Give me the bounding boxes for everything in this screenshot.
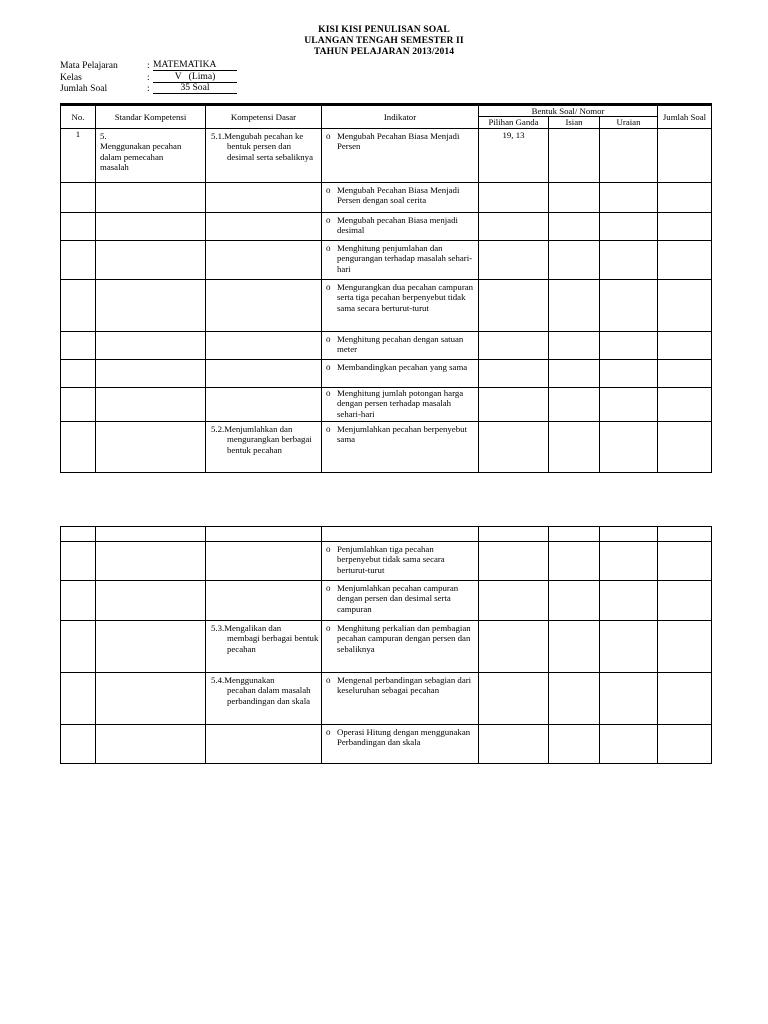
colon: :	[147, 60, 150, 71]
indicator-cell: o Menjumlahkan pecahan berpenyebut sama	[322, 421, 479, 472]
table-row	[61, 387, 712, 421]
bullet-icon: o	[326, 361, 331, 372]
indicator-cell: o Mengubah Pecahan Biasa Menjadi Persen dengan soal cerita	[322, 182, 479, 212]
bullet-icon: o	[326, 184, 331, 195]
table-row	[61, 725, 712, 764]
table-row	[61, 673, 712, 725]
col-header-bentuk: Bentuk Soal/ Nomor	[479, 105, 658, 117]
indicator-cell: o Mengurangkan dua pecahan campuran serta tiga pecahan berpenyebut tidak sama secara berturut-turut	[322, 279, 479, 331]
row-number: 1	[61, 128, 96, 182]
table-row	[61, 542, 712, 581]
indicator-cell: o Mengubah pecahan Biasa menjadi desimal	[322, 212, 479, 240]
table-row	[61, 240, 712, 279]
indicator-cell: o Menghitung penjumlahan dan pengurangan terhadap masalah sehari-hari	[322, 240, 479, 279]
subject-value: MATEMATIKA	[153, 60, 237, 71]
indicator-cell: o Operasi Hitung dengan menggunakan Perbandingan dan skala	[322, 725, 479, 764]
col-header-indikator: Indikator	[322, 105, 479, 129]
indicator-cell: o Menghitung pecahan dengan satuan meter	[322, 331, 479, 359]
col-header-standar: Standar Kompetensi	[96, 105, 206, 129]
indicator-cell: o Mengenal perbandingan sebagian dari keseluruhan sebagai pecahan	[322, 673, 479, 725]
indicator-cell: o Penjumlahkan tiga pecahan berpenyebut tidak sama secara berturut-turut	[322, 542, 479, 581]
header-row	[61, 105, 712, 117]
table-row	[61, 527, 712, 542]
bullet-icon: o	[326, 214, 331, 225]
class-label: Kelas	[60, 71, 82, 83]
table-row	[61, 421, 712, 472]
kd-cell: 5.1.Mengubah pecahan ke bentuk persen dan desimal serta sebaliknya	[206, 128, 322, 182]
table-row	[61, 581, 712, 621]
kd-cell: 5.4.Menggunakan pecahan dalam masalah perbandingan dan skala	[206, 673, 322, 725]
bullet-icon: o	[326, 387, 331, 398]
document-header	[0, 24, 768, 57]
table-row	[61, 182, 712, 212]
title-line-2: ULANGAN TENGAH SEMESTER II	[304, 35, 464, 46]
standar-cell: 5.Menggunakan pecahan dalam pemecahan masalah	[96, 128, 206, 182]
table-row	[61, 279, 712, 331]
table-row	[61, 212, 712, 240]
col-header-jumlah: Jumlah Soal	[658, 105, 712, 129]
bullet-icon: o	[326, 281, 331, 292]
table-row	[61, 128, 712, 182]
col-header-isian: Isian	[549, 117, 600, 128]
bullet-icon: o	[326, 623, 331, 633]
pg-cell: 19, 13	[479, 128, 549, 182]
bullet-icon: o	[326, 727, 331, 737]
bullet-icon: o	[326, 423, 331, 434]
count-value: 35 Soal	[153, 83, 237, 94]
table-row	[61, 621, 712, 673]
blueprint-table-page-1	[60, 103, 712, 473]
class-value: V (Lima)	[153, 72, 237, 83]
indicator-cell: o Menghitung perkalian dan pembagian pecahan campuran dengan persen dan sebaliknya	[322, 621, 479, 673]
meta-row-class	[60, 72, 260, 84]
bullet-icon: o	[326, 675, 331, 685]
bullet-icon: o	[326, 130, 331, 141]
subject-label: Mata Pelajaran	[60, 60, 118, 71]
count-label: Jumlah Soal	[60, 83, 108, 94]
col-header-uraian: Uraian	[600, 117, 658, 128]
title-line-3: TAHUN PELAJARAN 2013/2014	[313, 46, 455, 57]
table-row	[61, 331, 712, 359]
indicator-cell: o Mengubah Pecahan Biasa Menjadi Persen	[322, 128, 479, 182]
col-header-no: No.	[61, 105, 96, 129]
kd-cell: 5.2.Menjumlahkan dan mengurangkan berbagai bentuk pecahan	[206, 421, 322, 472]
document-meta	[60, 60, 260, 95]
blueprint-table-page-2	[60, 526, 712, 764]
indicator-cell: o Menghitung jumlah potongan harga dengan persen terhadap masalah sehari-hari	[322, 387, 479, 421]
kd-cell: 5.3.Mengalikan dan membagi berbagai bentuk pecahan	[206, 621, 322, 673]
bullet-icon: o	[326, 242, 331, 253]
title-line-1: KISI KISI PENULISAN SOAL	[318, 24, 450, 35]
col-header-pilihan-ganda: Pilihan Ganda	[479, 117, 549, 128]
col-header-kompetensi: Kompetensi Dasar	[206, 105, 322, 129]
indicator-cell: o Menjumlahkan pecahan campuran dengan persen dan desimal serta campuran	[322, 581, 479, 621]
bullet-icon: o	[326, 333, 331, 344]
meta-row-subject	[60, 60, 260, 72]
bullet-icon: o	[326, 583, 331, 593]
colon: :	[147, 71, 150, 83]
colon: :	[147, 83, 150, 94]
meta-row-count	[60, 83, 260, 95]
bullet-icon: o	[326, 544, 331, 554]
table-row	[61, 359, 712, 387]
indicator-cell: o Membandingkan pecahan yang sama	[322, 359, 479, 387]
